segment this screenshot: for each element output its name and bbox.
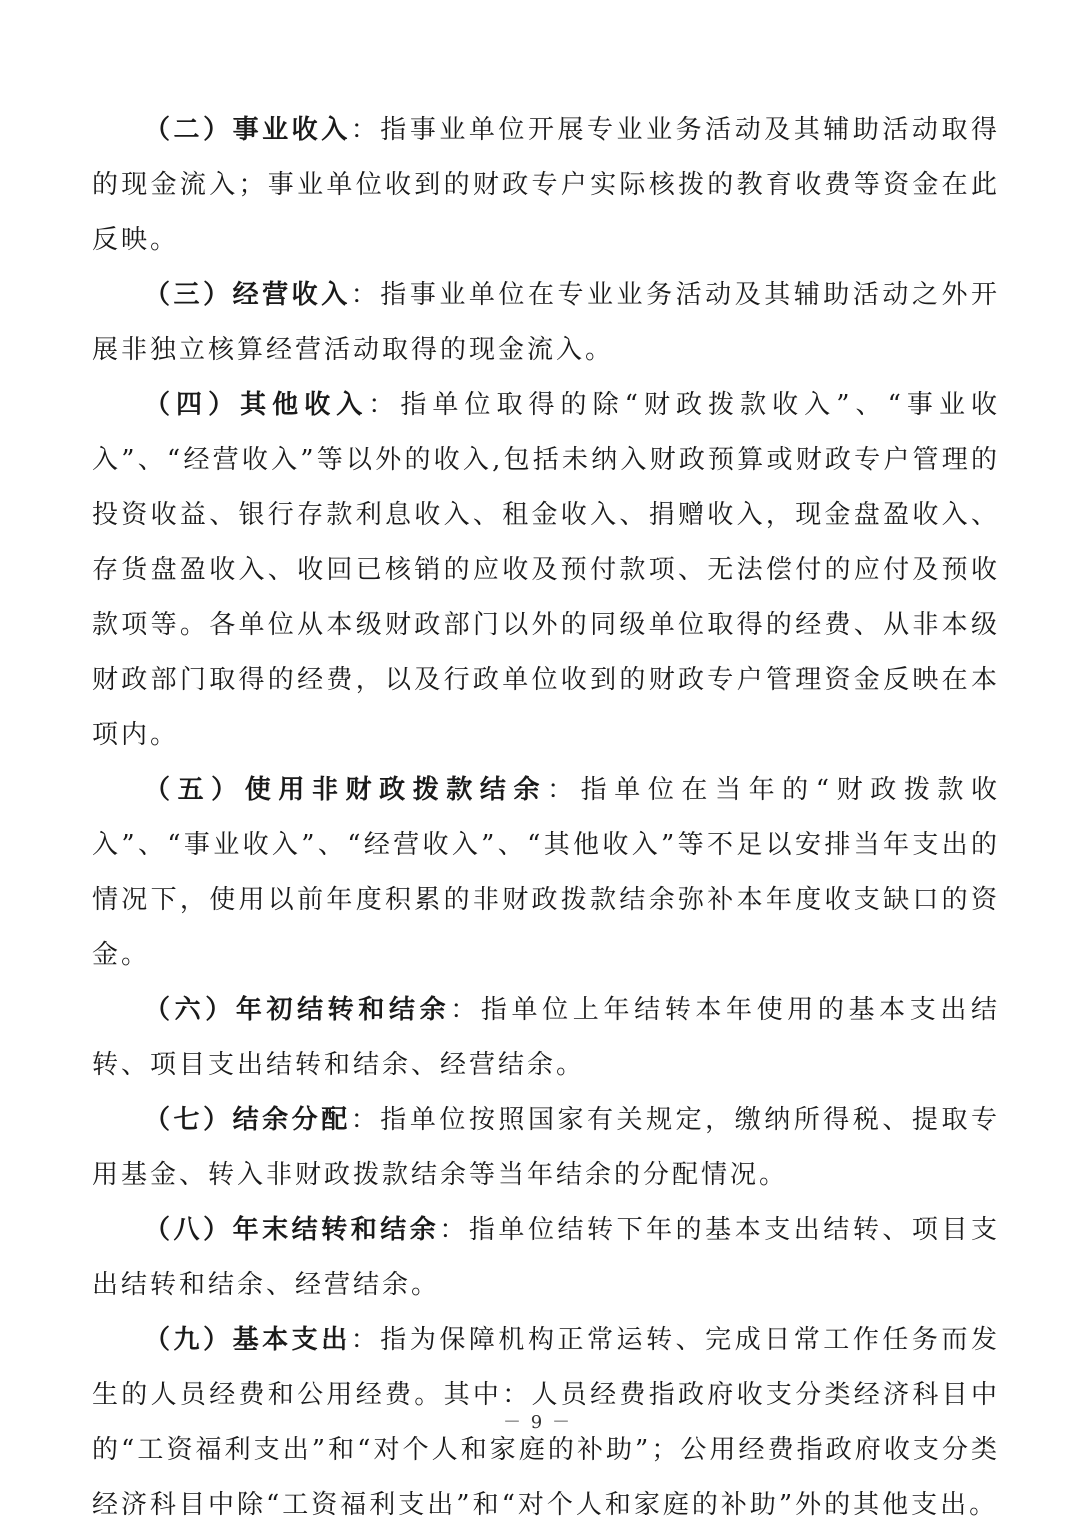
term-heading: （五）使用非财政拨款结余 [144,775,548,805]
paragraph-text: ：指单位上年结转本年使用的基本支出结转、项目支出结转和结余、经营结余。 [92,995,1000,1080]
paragraph-opening-carryover [92,983,1000,1093]
paragraph-text: ：指事业单位在专业业务活动及其辅助活动之外开展非独立核算经营活动取得的现金流入。 [92,280,1000,365]
term-heading: （六）年初结转和结余 [144,995,451,1025]
term-heading: （三）经营收入 [144,280,351,310]
page-number: － 9 － [503,1412,572,1433]
paragraph-other-income [92,378,1000,763]
term-heading: （四）其他收入 [144,390,369,420]
term-heading: （九）基本支出 [144,1325,351,1355]
paragraph-text: ：指事业单位开展专业业务活动及其辅助活动取得的现金流入；事业单位收到的财政专户实际核拨的教育收费等资金在此反映。 [92,115,1000,255]
paragraph-text: ：指单位结转下年的基本支出结转、项目支出结转和结余、经营结余。 [92,1215,1000,1300]
paragraph-operating-income [92,268,1000,378]
paragraph-text: ：指单位按照国家有关规定，缴纳所得税、提取专用基金、转入非财政拨款结余等当年结余的分配情况。 [92,1105,1000,1190]
term-heading: （八）年末结转和结余 [144,1215,440,1245]
paragraph-closing-carryover [92,1203,1000,1313]
paragraph-text: ：指单位取得的除“财政拨款收入”、“事业收入”、“经营收入”等以外的收入,包括未纳入财政预算或财政专户管理的投资收益、银行存款利息收入、租金收入、捐赠收入，现金盘盈收入、存货盘盈收入、收回已核销的应收及预付款项、无法偿付的应付及预收款项等。各单位从本级财政部门以外的同级单位取得的经费、从非本级财政部门取得的经费，以及行政单位收到的财政专户管理资金反映在本项内。 [92,390,1000,750]
term-heading: （七）结余分配 [144,1105,351,1135]
term-heading: （二）事业收入 [144,115,351,145]
paragraph-text: ：指单位在当年的“财政拨款收入”、“事业收入”、“经营收入”、“其他收入”等不足以安排当年支出的情况下，使用以前年度积累的非财政拨款结余弥补本年度收支缺口的资金。 [92,775,1000,970]
paragraph-surplus-distribution [92,1093,1000,1203]
paragraph-non-fiscal-surplus [92,763,1000,983]
paragraph-text: ：指为保障机构正常运转、完成日常工作任务而发生的人员经费和公用经费。其中：人员经费指政府收支分类经济科目中的“工资福利支出”和“对个人和家庭的补助”；公用经费指政府收支分类经济科目中除“工资福利支出”和“对个人和家庭的补助”外的其他支出。 [92,1325,1000,1520]
paragraph-business-income [92,103,1000,268]
document-body [92,103,1000,1533]
